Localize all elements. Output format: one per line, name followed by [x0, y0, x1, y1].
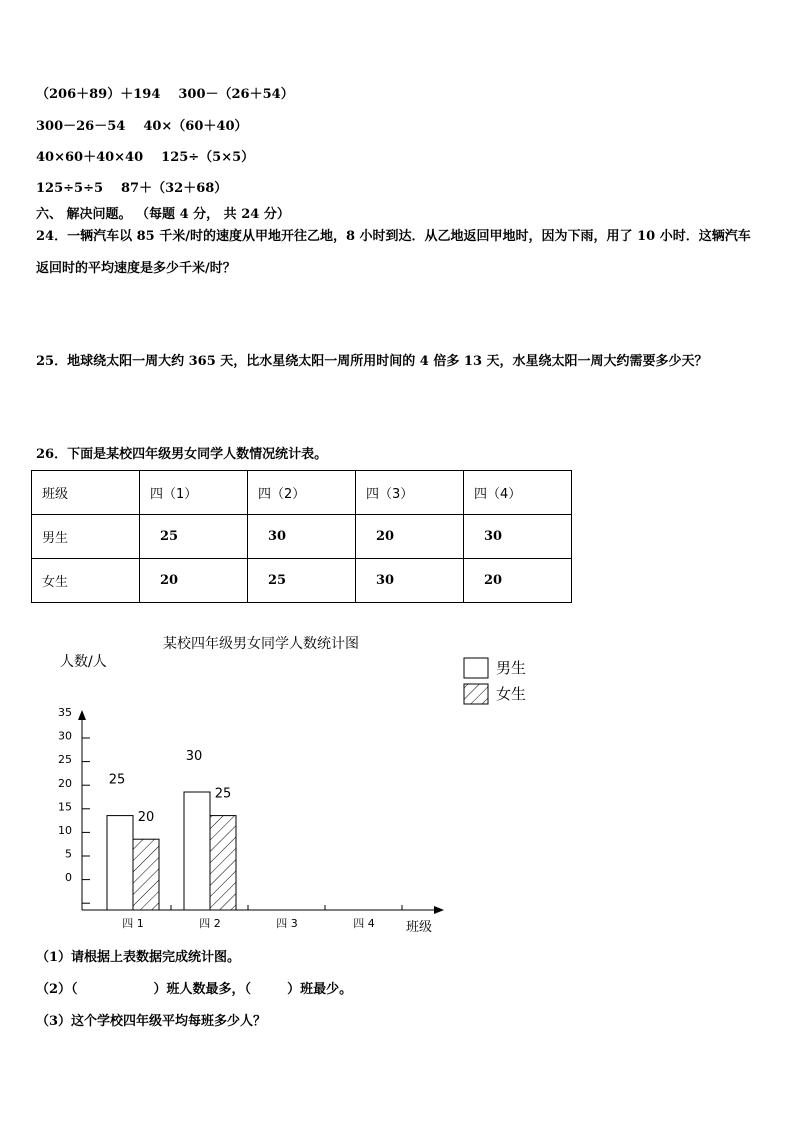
chart-title: 某校四年级男女同学人数统计图: [163, 636, 359, 652]
table-cell: 20: [356, 515, 464, 559]
section-title: 六、 解决问题。 （每题 4 分， 共 24 分）: [36, 207, 290, 222]
table-header-row: [32, 471, 572, 515]
x-category-label: 四 3: [276, 917, 298, 930]
table-row: [32, 515, 572, 559]
table-header-cell: 班级: [32, 471, 140, 515]
problem-24: 24．一辆汽车以 85 千米/时的速度从甲地开往乙地，8 小时到达．从乙地返回甲地时，因为下雨，用了 10 小时．这辆汽车返回时的平均速度是多少千米/时？: [36, 229, 751, 276]
legend-swatch-boys: [464, 658, 488, 678]
y-tick-label: 35: [58, 706, 72, 719]
table-header-cell: 四（4）: [464, 471, 572, 515]
bar-value-label: 20: [137, 810, 155, 826]
question-3: （3）这个学校四年级平均每班多少人？: [36, 1014, 267, 1029]
table-cell: 25: [140, 515, 248, 559]
calc-line-3: [36, 146, 254, 165]
table-cell: 30: [356, 559, 464, 603]
bar-chart: [0, 620, 794, 940]
calc-line-1: [36, 83, 294, 102]
problem-26: 26．下面是某校四年级男女同学人数情况统计表。: [36, 447, 328, 462]
chart-ylabel: 人数/人: [60, 654, 107, 670]
bar-girls: [133, 839, 159, 910]
y-tick-label: 0: [65, 871, 72, 885]
y-tick-label: 30: [58, 729, 72, 743]
y-tick-label: 20: [58, 776, 72, 790]
x-category-label: 四 1: [122, 917, 144, 930]
chart-xlabel: 班级: [406, 920, 433, 935]
x-category-label: 四 2: [199, 917, 221, 930]
bar-value-label: 25: [214, 786, 232, 802]
y-tick-label: 25: [58, 753, 72, 767]
table-cell: 20: [464, 559, 572, 603]
calc-expr: 300－（26＋54）: [178, 87, 294, 102]
table-cell: 30: [464, 515, 572, 559]
bar-girls: [210, 816, 236, 910]
table-row-label: 男生: [32, 515, 140, 559]
stats-table: [31, 470, 572, 603]
calc-expr: 40×（60＋40）: [143, 119, 248, 134]
calc-expr: 125÷5÷5: [36, 181, 104, 196]
table-header-cell: 四（1）: [140, 471, 248, 515]
y-tick-label: 15: [58, 800, 72, 814]
calc-expr: 40×60＋40×40: [36, 150, 144, 165]
calc-line-4: [36, 177, 227, 196]
table-cell: 25: [248, 559, 356, 603]
bar-boys: [107, 816, 133, 910]
table-row-label: 女生: [32, 559, 140, 603]
y-tick-label: 5: [65, 847, 72, 861]
bar-boys: [184, 792, 210, 910]
calc-line-2: [36, 115, 248, 134]
y-tick-label: 10: [58, 824, 72, 837]
table-cell: 20: [140, 559, 248, 603]
table-header-cell: 四（2）: [248, 471, 356, 515]
legend-label-girls: 女生: [496, 685, 527, 703]
bar-value-label: 30: [185, 749, 203, 764]
table-row: [32, 559, 572, 603]
calc-expr: （206＋89）＋194: [36, 87, 161, 102]
calc-expr: 300－26－54: [36, 119, 126, 134]
problem-25: 25．地球绕太阳一周大约 365 天，比水星绕太阳一周所用时间的 4 倍多 13 天，水星绕太阳一周大约需要多少天？: [36, 354, 708, 369]
calc-expr: 125÷（5×5）: [161, 150, 255, 165]
question-1: （1）请根据上表数据完成统计图。: [36, 950, 241, 965]
bar-value-label: 25: [108, 772, 126, 788]
y-axis-arrow-icon: [78, 710, 86, 720]
question-2: （2）（ ）班人数最多，（ ）班最少。: [36, 982, 353, 997]
x-axis-arrow-icon: [434, 906, 444, 914]
table-cell: 30: [248, 515, 356, 559]
x-category-label: 四 4: [353, 917, 375, 930]
legend-swatch-girls: [464, 684, 488, 704]
calc-expr: 87＋（32＋68）: [121, 181, 228, 196]
legend-label-boys: 男生: [496, 659, 527, 677]
table-header-cell: 四（3）: [356, 471, 464, 515]
